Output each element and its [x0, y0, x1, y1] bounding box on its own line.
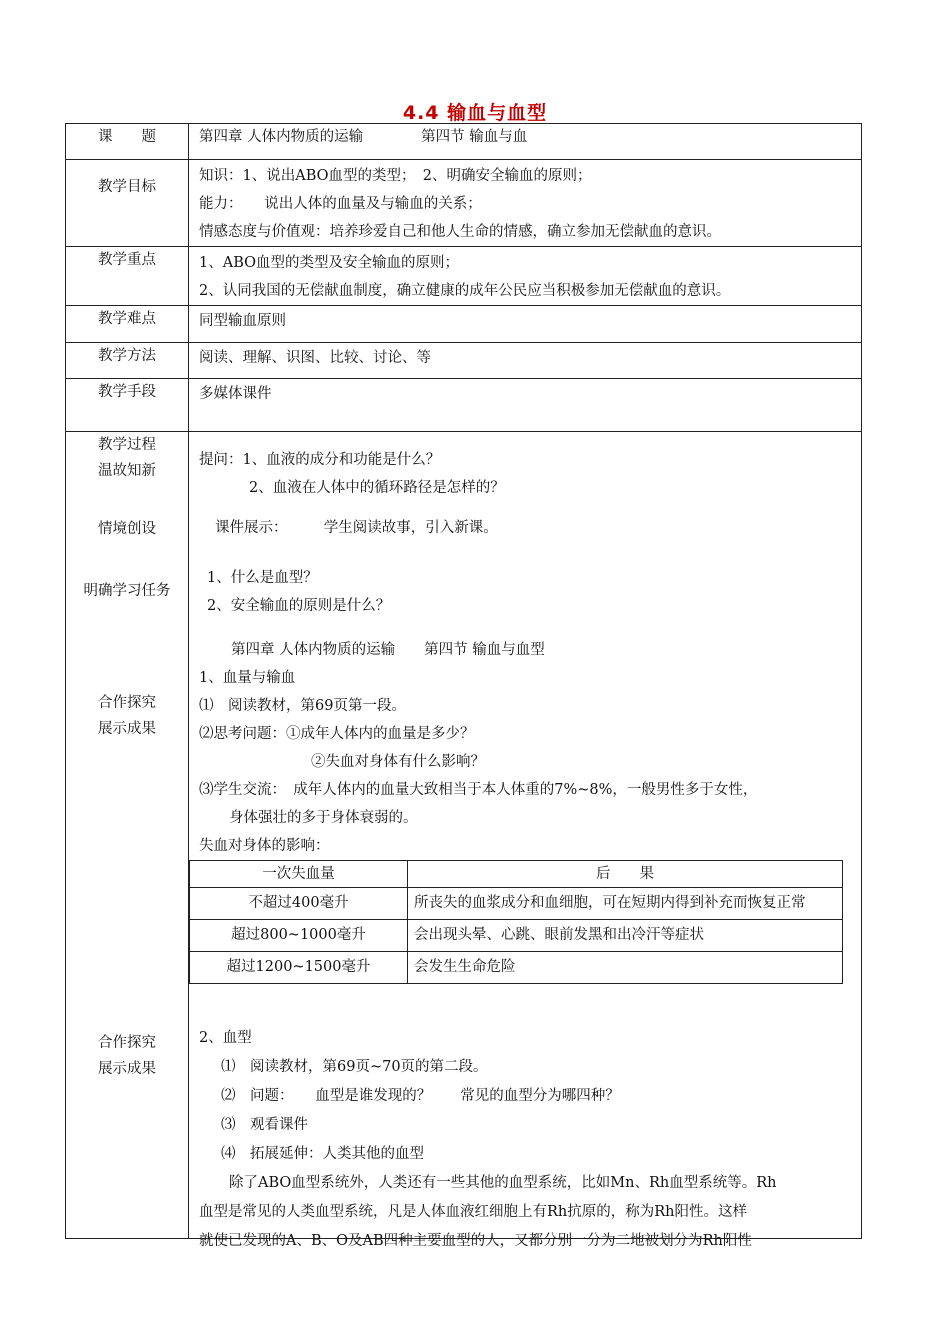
header-amount: 一次失血量: [190, 861, 408, 888]
label-explore-1b: 展示成果: [98, 721, 156, 737]
section-title: 第四章 人体内物质的运输 第四节 输血与血型: [231, 642, 545, 658]
label-method: 教学方法: [98, 348, 156, 364]
row-process: [66, 432, 862, 1239]
row-key-points: [66, 247, 862, 306]
label-goals: 教学目标: [98, 179, 156, 195]
blood-loss-header: [190, 861, 843, 888]
label-explore-2a: 合作探究: [98, 1035, 156, 1051]
goal-knowledge: 知识：1、说出ABO血型的类型； 2、明确安全输血的原则；: [199, 168, 592, 184]
row-means: [66, 379, 862, 432]
label-means: 教学手段: [98, 384, 156, 400]
section-2-line-1: ⑴ 阅读教材，第69页~70页的第二段。: [221, 1059, 488, 1075]
topic-text: 第四章 人体内物质的运输 第四节 输血与血: [199, 129, 528, 145]
section-2-title: 2、血型: [199, 1030, 252, 1046]
task-2: 2、安全输血的原则是什么？: [207, 598, 391, 614]
section-2-para-3: 就使已发现的A、B、O及AB四种主要血型的人，又都分别一分为二地被划分为Rh阳性: [199, 1233, 752, 1249]
section-1-title: 1、血量与输血: [199, 670, 296, 686]
section-2-line-4: ⑷ 拓展延伸：人类其他的血型: [221, 1146, 424, 1162]
header-result: 后 果: [408, 861, 843, 888]
section-2-line-2: ⑵ 问题： 血型是谁发现的？ 常见的血型分为哪四种？: [221, 1088, 620, 1104]
section-2-line-3: ⑶ 观看课件: [221, 1117, 308, 1133]
table-row: [190, 952, 843, 984]
means-text: 多媒体课件: [199, 386, 272, 402]
key-point-1: 1、ABO血型的类型及安全输血的原则；: [199, 255, 460, 271]
label-difficulty: 教学难点: [98, 311, 156, 327]
method-text: 阅读、理解、识图、比较、讨论、等: [199, 350, 431, 366]
label-key-points: 教学重点: [98, 252, 156, 268]
section-1-line-2: ⑵思考问题：①成年人体内的血量是多少？: [199, 726, 475, 742]
section-1-line-1: ⑴ 阅读教材，第69页第一段。: [199, 698, 406, 714]
loss-amount-3: 超过1200~1500毫升: [190, 952, 408, 984]
section-2-para-2: 血型是常见的人类血型系统，凡是人体血液红细胞上有Rh抗原的，称为Rh阳性。这样: [199, 1204, 748, 1220]
lesson-plan-table: [65, 123, 862, 1249]
loss-result-1: 所丧失的血浆成分和血细胞，可在短期内得到补充而恢复正常: [408, 888, 843, 920]
loss-amount-1: 不超过400毫升: [190, 888, 408, 920]
label-task: 明确学习任务: [83, 583, 171, 599]
label-explore-2b: 展示成果: [98, 1061, 156, 1077]
review-question-2: 2、血液在人体中的循环路径是怎样的？: [249, 480, 505, 496]
scenario-text: 课件展示： 学生阅读故事，引入新课。: [215, 520, 498, 536]
key-point-2: 2、认同我国的无偿献血制度，确立健康的成年公民应当积极参加无偿献血的意识。: [199, 283, 731, 299]
goal-ability: 能力： 说出人体的血量及与输血的关系；: [199, 196, 482, 212]
page-title: 4.4 输血与血型: [402, 102, 548, 124]
section-1-line-4: ⑶学生交流： 成年人体内的血量大致相当于本人体重的7%~8%，一般男性多于女性，: [199, 782, 758, 798]
review-question-1: 提问：1、血液的成分和功能是什么？: [199, 452, 441, 468]
section-1-line-3: ②失血对身体有什么影响？: [311, 754, 485, 770]
label-process: 教学过程: [98, 437, 156, 453]
label-explore-1a: 合作探究: [98, 695, 156, 711]
label-review: 温故知新: [98, 463, 156, 479]
row-difficulty: [66, 306, 862, 343]
section-2-para-1: 除了ABO血型系统外，人类还有一些其他的血型系统，比如Mn、Rh血型系统等。Rh: [229, 1175, 777, 1191]
row-method: [66, 343, 862, 379]
goal-attitude: 情感态度与价值观：培养珍爱自己和他人生命的情感，确立参加无偿献血的意识。: [199, 224, 721, 240]
row-goals: [66, 160, 862, 247]
table-row: [190, 920, 843, 952]
row-topic: [66, 124, 862, 160]
difficulty-text: 同型输血原则: [199, 313, 286, 329]
task-1: 1、什么是血型？: [207, 570, 318, 586]
label-scenario: 情境创设: [98, 521, 156, 537]
loss-result-2: 会出现头晕、心跳、眼前发黑和出冷汗等症状: [408, 920, 843, 952]
section-1-line-6: 失血对身体的影响：: [199, 838, 330, 854]
label-topic: 课 题: [98, 129, 156, 145]
loss-result-3: 会发生生命危险: [408, 952, 843, 984]
loss-amount-2: 超过800~1000毫升: [190, 920, 408, 952]
blood-loss-table: [189, 860, 843, 984]
section-1-line-5: 身体强壮的多于身体衰弱的。: [229, 810, 418, 826]
table-row: [190, 888, 843, 920]
